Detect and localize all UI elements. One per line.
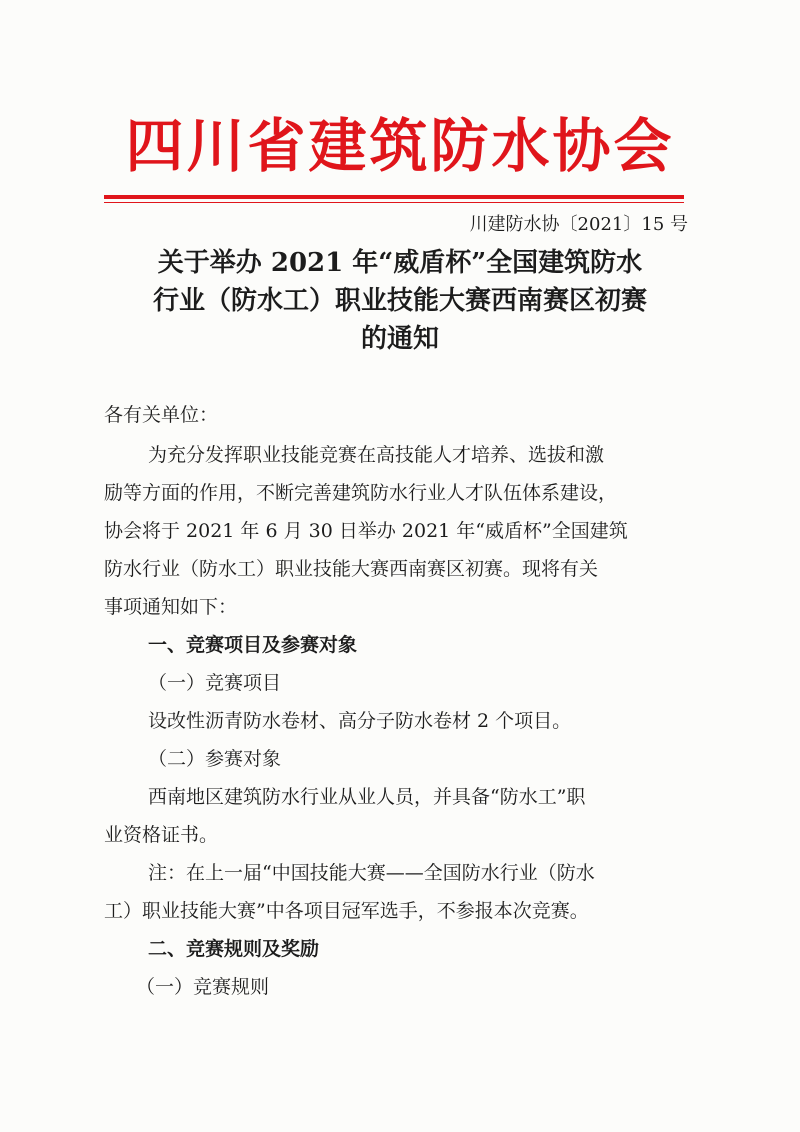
- letterhead-red-rule-thin: [104, 202, 684, 203]
- intro-line-1: 为充分发挥职业技能竞赛在高技能人才培养、选拔和激: [148, 444, 605, 466]
- section-1-sub-2-heading: （二）参赛对象: [148, 748, 282, 770]
- letterhead-org-name: 四川省建筑防水协会: [125, 112, 675, 180]
- section-1-sub-1-text: 设改性沥青防水卷材、高分子防水卷材 2 个项目。: [148, 710, 572, 732]
- letterhead-red-rule: [104, 195, 684, 199]
- section-1-note-line-2: 工）职业技能大赛”中各项目冠军选手，不参报本次竞赛。: [104, 900, 589, 922]
- section-1-sub-2-line-2: 业资格证书。: [104, 824, 219, 846]
- intro-line-3: 协会将于 2021 年 6 月 30 日举办 2021 年“威盾杯”全国建筑: [104, 520, 628, 542]
- document-title: [100, 244, 700, 358]
- section-2-heading: 二、竞赛规则及奖励: [148, 938, 320, 960]
- intro-line-4: 防水行业（防水工）职业技能大赛西南赛区初赛。现将有关: [104, 558, 599, 580]
- section-1-sub-1-heading: （一）竞赛项目: [148, 672, 282, 694]
- title-line-2: 行业（防水工）职业技能大赛西南赛区初赛: [152, 286, 647, 316]
- salutation: 各有关单位：: [104, 404, 219, 426]
- section-2-sub-1-heading: （一）竞赛规则: [136, 976, 270, 998]
- title-line-3: 的通知: [360, 324, 439, 354]
- section-1-heading: 一、竞赛项目及参赛对象: [148, 634, 358, 656]
- title-line-1: 关于举办 2021 年“威盾杯”全国建筑防水: [157, 248, 643, 278]
- document-number: 川建防水协〔2021〕15 号: [469, 214, 688, 235]
- intro-line-2: 励等方面的作用，不断完善建筑防水行业人才队伍体系建设，: [104, 482, 618, 504]
- section-1-sub-2-line-1: 西南地区建筑防水行业从业人员，并具备“防水工”职: [148, 786, 586, 808]
- intro-line-5: 事项通知如下：: [104, 596, 238, 618]
- section-1-note-line-1: 注：在上一届“中国技能大赛——全国防水行业（防水: [148, 862, 595, 884]
